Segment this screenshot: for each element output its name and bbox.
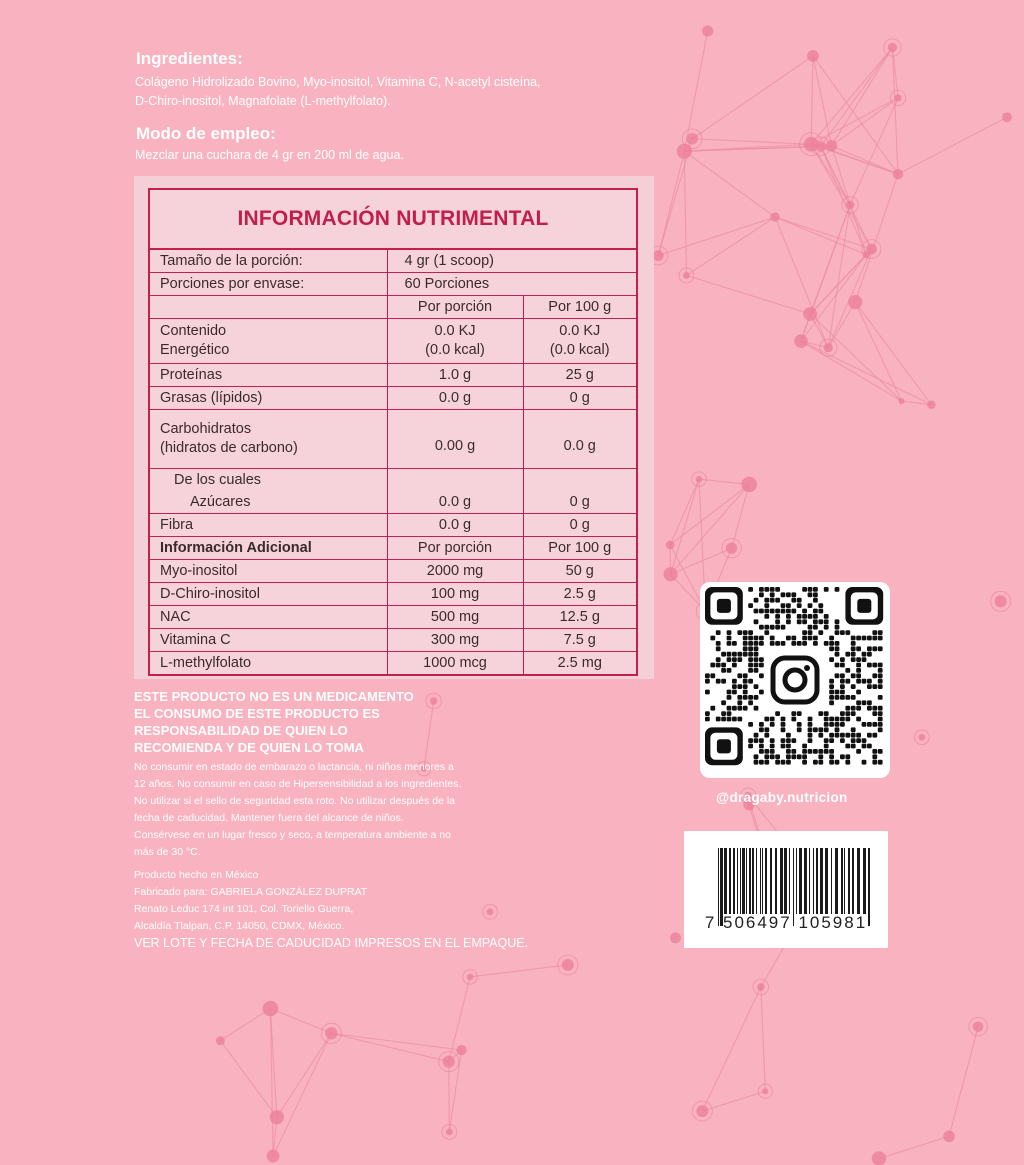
- additional-per100: 50 g: [523, 560, 636, 583]
- qr-code[interactable]: [700, 582, 890, 778]
- ingredients-heading: Ingredientes:: [136, 49, 243, 68]
- carb-portion: 0.00 g: [387, 410, 523, 469]
- carb-label-line: (hidratos de carbono): [160, 440, 298, 456]
- energy-100: [523, 319, 636, 364]
- warning-line: RESPONSABILIDAD DE QUIEN LO: [134, 723, 348, 738]
- fat-100: 0 g: [523, 387, 636, 410]
- energy-100-kcal: (0.0 kcal): [549, 342, 610, 358]
- of-which-label: De los cuales: [150, 469, 387, 492]
- sugar-100: 0 g: [523, 491, 636, 514]
- energy-portion: [387, 319, 523, 364]
- additional-portion: 500 mg: [387, 606, 523, 629]
- carb-100: 0.0 g: [523, 410, 636, 469]
- additional-label: Vitamina C: [150, 629, 387, 652]
- manufacturer-line: Producto hecho en México: [134, 869, 259, 881]
- table-row: [150, 296, 636, 319]
- warning-line: RECOMIENDA Y DE QUIEN LO TOMA: [134, 740, 364, 755]
- protein-label: Proteínas: [150, 364, 387, 387]
- table-row: [150, 583, 636, 606]
- empty-cell: [387, 469, 523, 492]
- empty-cell: [150, 296, 387, 319]
- sugar-label: Azúcares: [150, 491, 387, 514]
- table-row: [150, 606, 636, 629]
- nutrition-grid: [150, 250, 636, 674]
- fat-label: Grasas (lípidos): [150, 387, 387, 410]
- energy-portion-kj: 0.0 KJ: [434, 323, 476, 339]
- portions-label: Porciones por envase:: [150, 273, 387, 296]
- table-row: [150, 560, 636, 583]
- energy-100-kj: 0.0 KJ: [559, 323, 601, 339]
- table-row: [150, 250, 636, 273]
- disclaimer-line: No consumir en estado de embarazo o lactancia, ni niños menores a: [134, 761, 454, 773]
- energy-label-line: Energético: [160, 342, 230, 358]
- protein-portion: 1.0 g: [387, 364, 523, 387]
- table-row: [150, 273, 636, 296]
- disclaimer-line: Consérvese en un lugar fresco y seco, a temperatura ambiente a no: [134, 829, 451, 841]
- barcode: [684, 831, 888, 948]
- disclaimer-text: [134, 759, 514, 861]
- serving-label: Tamaño de la porción:: [150, 250, 387, 273]
- instagram-icon: [769, 654, 821, 706]
- additional-label: L-methylfolato: [150, 652, 387, 675]
- carb-label: [150, 410, 387, 469]
- nutrition-title: INFORMACIÓN NUTRIMENTAL: [150, 190, 636, 250]
- additional-portion: 100 mg: [387, 583, 523, 606]
- ingredients-line: D-Chiro-inositol, Magnafolate (L-methylfolato).: [135, 94, 391, 108]
- fat-portion: 0.0 g: [387, 387, 523, 410]
- col-per-100: Por 100 g: [523, 296, 636, 319]
- disclaimer-line: No utilizar si el sello de seguridad esta roto. No utilizar después de la: [134, 795, 456, 807]
- table-row: [150, 491, 636, 514]
- portions-value: 60 Porciones: [387, 273, 636, 296]
- warning-line: EL CONSUMO DE ESTE PRODUCTO ES: [134, 706, 380, 721]
- manufacturer-line: Fabricado para: GABRIELA GONZÁLEZ DUPRAT: [134, 886, 368, 898]
- fiber-100: 0 g: [523, 514, 636, 537]
- disclaimer-line: más de 30 °C.: [134, 846, 201, 858]
- empty-cell: [523, 469, 636, 492]
- table-row: [150, 364, 636, 387]
- additional-per100: 2.5 mg: [523, 652, 636, 675]
- usage-heading: Modo de empleo:: [136, 124, 276, 143]
- table-row: [150, 469, 636, 492]
- warning-line: ESTE PRODUCTO NO ES UN MEDICAMENTO: [134, 689, 414, 704]
- ingredients-text: [135, 73, 635, 111]
- usage-text: Mezclar una cuchara de 4 gr en 200 ml de agua.: [135, 148, 404, 162]
- additional-label: Myo-inositol: [150, 560, 387, 583]
- sugar-portion: 0.0 g: [387, 491, 523, 514]
- lot-note: VER LOTE Y FECHA DE CADUCIDAD IMPRESOS EN EL EMPAQUE.: [134, 936, 529, 950]
- carb-label-line: Carbohidratos: [160, 421, 252, 437]
- manufacturer-line: Alcaldía Tlalpan, C.P. 14050, CDMX, México.: [134, 920, 345, 932]
- barcode-number: 7 506497 105981: [704, 913, 868, 932]
- additional-portion: 1000 mcg: [387, 652, 523, 675]
- protein-100: 25 g: [523, 364, 636, 387]
- table-row: [150, 629, 636, 652]
- manufacturer-info: [134, 867, 514, 935]
- table-row: [150, 319, 636, 364]
- additional-label: Información Adicional: [150, 537, 387, 560]
- additional-per100: 7.5 g: [523, 629, 636, 652]
- additional-per100: 12.5 g: [523, 606, 636, 629]
- fiber-portion: 0.0 g: [387, 514, 523, 537]
- medical-warning: [134, 688, 474, 756]
- table-row: [150, 652, 636, 675]
- manufacturer-line: Renato Leduc 174 int 101, Col. Toriello Guerra,: [134, 903, 354, 915]
- add-col-portion: Por porción: [387, 537, 523, 560]
- col-per-portion: Por porción: [387, 296, 523, 319]
- energy-label: [150, 319, 387, 364]
- additional-label: D-Chiro-inositol: [150, 583, 387, 606]
- table-row: [150, 537, 636, 560]
- disclaimer-line: fecha de caducidad. Mantener fuera del alcance de niños.: [134, 812, 404, 824]
- additional-per100: 2.5 g: [523, 583, 636, 606]
- energy-portion-kcal: (0.0 kcal): [425, 342, 485, 358]
- disclaimer-line: 12 años. No consumir en caso de Hipersensibilidad a los ingredientes.: [134, 778, 462, 790]
- additional-portion: 2000 mg: [387, 560, 523, 583]
- ingredients-line: Colágeno Hidrolizado Bovino, Myo-inositol, Vitamina C, N-acetyl cisteína,: [135, 75, 541, 89]
- table-row: [150, 410, 636, 469]
- social-handle: @dragaby.nutricion: [716, 790, 848, 805]
- table-row: [150, 514, 636, 537]
- table-row: [150, 387, 636, 410]
- additional-label: NAC: [150, 606, 387, 629]
- additional-portion: 300 mg: [387, 629, 523, 652]
- add-col-100: Por 100 g: [523, 537, 636, 560]
- energy-label-line: Contenido: [160, 323, 227, 339]
- nutrition-table: [148, 188, 638, 676]
- nutrition-panel: [134, 176, 654, 679]
- fiber-label: Fibra: [150, 514, 387, 537]
- serving-value: 4 gr (1 scoop): [387, 250, 636, 273]
